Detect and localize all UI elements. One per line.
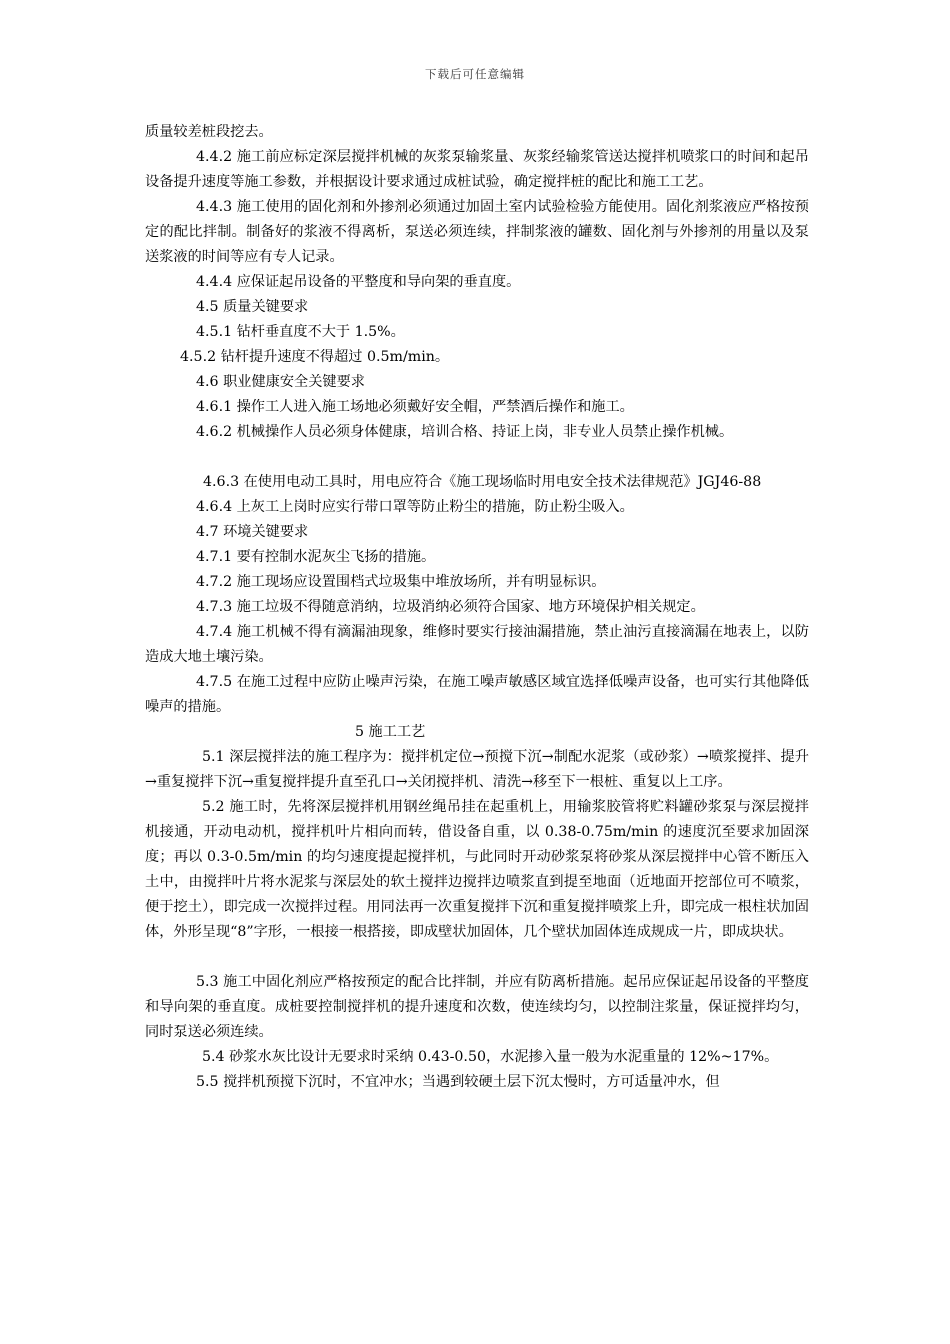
paragraph: 5.2 施工时，先将深层搅拌机用钢丝绳吊挂在起重机上，用输浆胶管将贮料罐砂浆泵与深层搅拌机接通，开动电动机，搅拌机叶片相向而转，借设备自重，以 0.38-0.75m/min 的速度沉至要求加固深度；再以 0.3-0.5m/min 的均匀速度提起搅拌机，与此同时开动砂浆泵将砂浆从深层搅拌中心管不断压入土中，由搅拌叶片将水泥浆与深层处的软土搅拌边搅拌边喷浆直到提至地面（近地面开挖部位可不喷浆，便于挖土），即完成一次搅拌过程。用同法再一次重复搅拌下沉和重复搅拌喷浆上升，即完成一根柱状加固体，外形呈现“8”字形，一根接一根搭接，即成壁状加固体，几个壁状加固体连成规成一片，即成块状。 [145, 799, 809, 940]
paragraph: 4.7.3 施工垃圾不得随意消纳，垃圾消纳必须符合国家、地方环境保护相关规定。 [196, 599, 705, 615]
paragraph: 5.3 施工中固化剂应严格按预定的配合比拌制，并应有防离析措施。起吊应保证起吊设备的平整度和导向架的垂直度。成桩要控制搅拌机的提升速度和次数，使连续均匀，以控制注浆量，保证搅拌均匀，同时泵送必须连续。 [145, 974, 809, 1040]
paragraph: 4.6.1 操作工人进入施工场地必须戴好安全帽，严禁酒后操作和施工。 [196, 399, 634, 415]
section-heading: 4.5 质量关键要求 [196, 299, 309, 315]
paragraph: 4.4.4 应保证起吊设备的平整度和导向架的垂直度。 [196, 274, 521, 290]
paragraph: 4.4.2 施工前应标定深层搅拌机械的灰浆泵输浆量、灰浆经输浆管送达搅拌机喷浆口的时间和起吊设备提升速度等施工参数，并根据设计要求通过成桩试验，确定搅拌桩的配比和施工工艺。 [145, 149, 809, 190]
paragraph: 4.4.3 施工使用的固化剂和外掺剂必须通过加固土室内试验检验方能使用。固化剂浆液应严格按预定的配比拌制。制备好的浆液不得离析，泵送必须连续，拌制浆液的罐数、固化剂与外掺剂的用量以及泵送浆液的时间等应有专人记录。 [145, 199, 809, 265]
paragraph: 4.6.4 上灰工上岗时应实行带口罩等防止粉尘的措施，防止粉尘吸入。 [196, 499, 634, 515]
paragraph: 质量较差桩段挖去。 [145, 124, 273, 140]
paragraph: 4.6.3 在使用电动工具时，用电应符合《施工现场临时用电安全技术法律规范》JGJ46-88 [203, 474, 762, 490]
blank-line [145, 945, 809, 970]
document-body [145, 120, 809, 1095]
blank-line [145, 445, 809, 470]
paragraph: 4.6.2 机械操作人员必须身体健康，培训合格、持证上岗，非专业人员禁止操作机械。 [196, 424, 734, 440]
chapter-heading: 5 施工工艺 [355, 724, 426, 740]
section-heading: 4.7 环境关键要求 [196, 524, 309, 540]
paragraph: 5.1 深层搅拌法的施工程序为：搅拌机定位→预搅下沉→制配水泥浆（或砂浆）→喷浆搅拌、提升→重复搅拌下沉→重复搅拌提升直至孔口→关闭搅拌机、清洗→移至下一根桩、重复以上工序。 [145, 749, 809, 790]
paragraph: 4.7.5 在施工过程中应防止噪声污染，在施工噪声敏感区域宜选择低噪声设备，也可实行其他降低噪声的措施。 [145, 674, 809, 715]
paragraph: 4.5.1 钻杆垂直度不大于 1.5%。 [196, 324, 405, 340]
paragraph: 4.7.1 要有控制水泥灰尘飞扬的措施。 [196, 549, 436, 565]
paragraph: 4.7.2 施工现场应设置围档式垃圾集中堆放场所，并有明显标识。 [196, 574, 606, 590]
paragraph: 5.4 砂浆水灰比设计无要求时采纳 0.43-0.50，水泥掺入量一般为水泥重量的 12%~17%。 [202, 1049, 779, 1065]
section-heading: 4.6 职业健康安全关键要求 [196, 374, 365, 390]
paragraph: 4.5.2 钻杆提升速度不得超过 0.5m/min。 [180, 349, 450, 365]
paragraph: 5.5 搅拌机预搅下沉时，不宜冲水；当遇到较硬土层下沉太慢时，方可适量冲水，但 [196, 1074, 720, 1090]
paragraph: 4.7.4 施工机械不得有滴漏油现象，维修时要实行接油漏措施，禁止油污直接滴漏在地表上，以防造成大地土壤污染。 [145, 624, 809, 665]
page-header: 下载后可任意编辑 [425, 67, 525, 81]
